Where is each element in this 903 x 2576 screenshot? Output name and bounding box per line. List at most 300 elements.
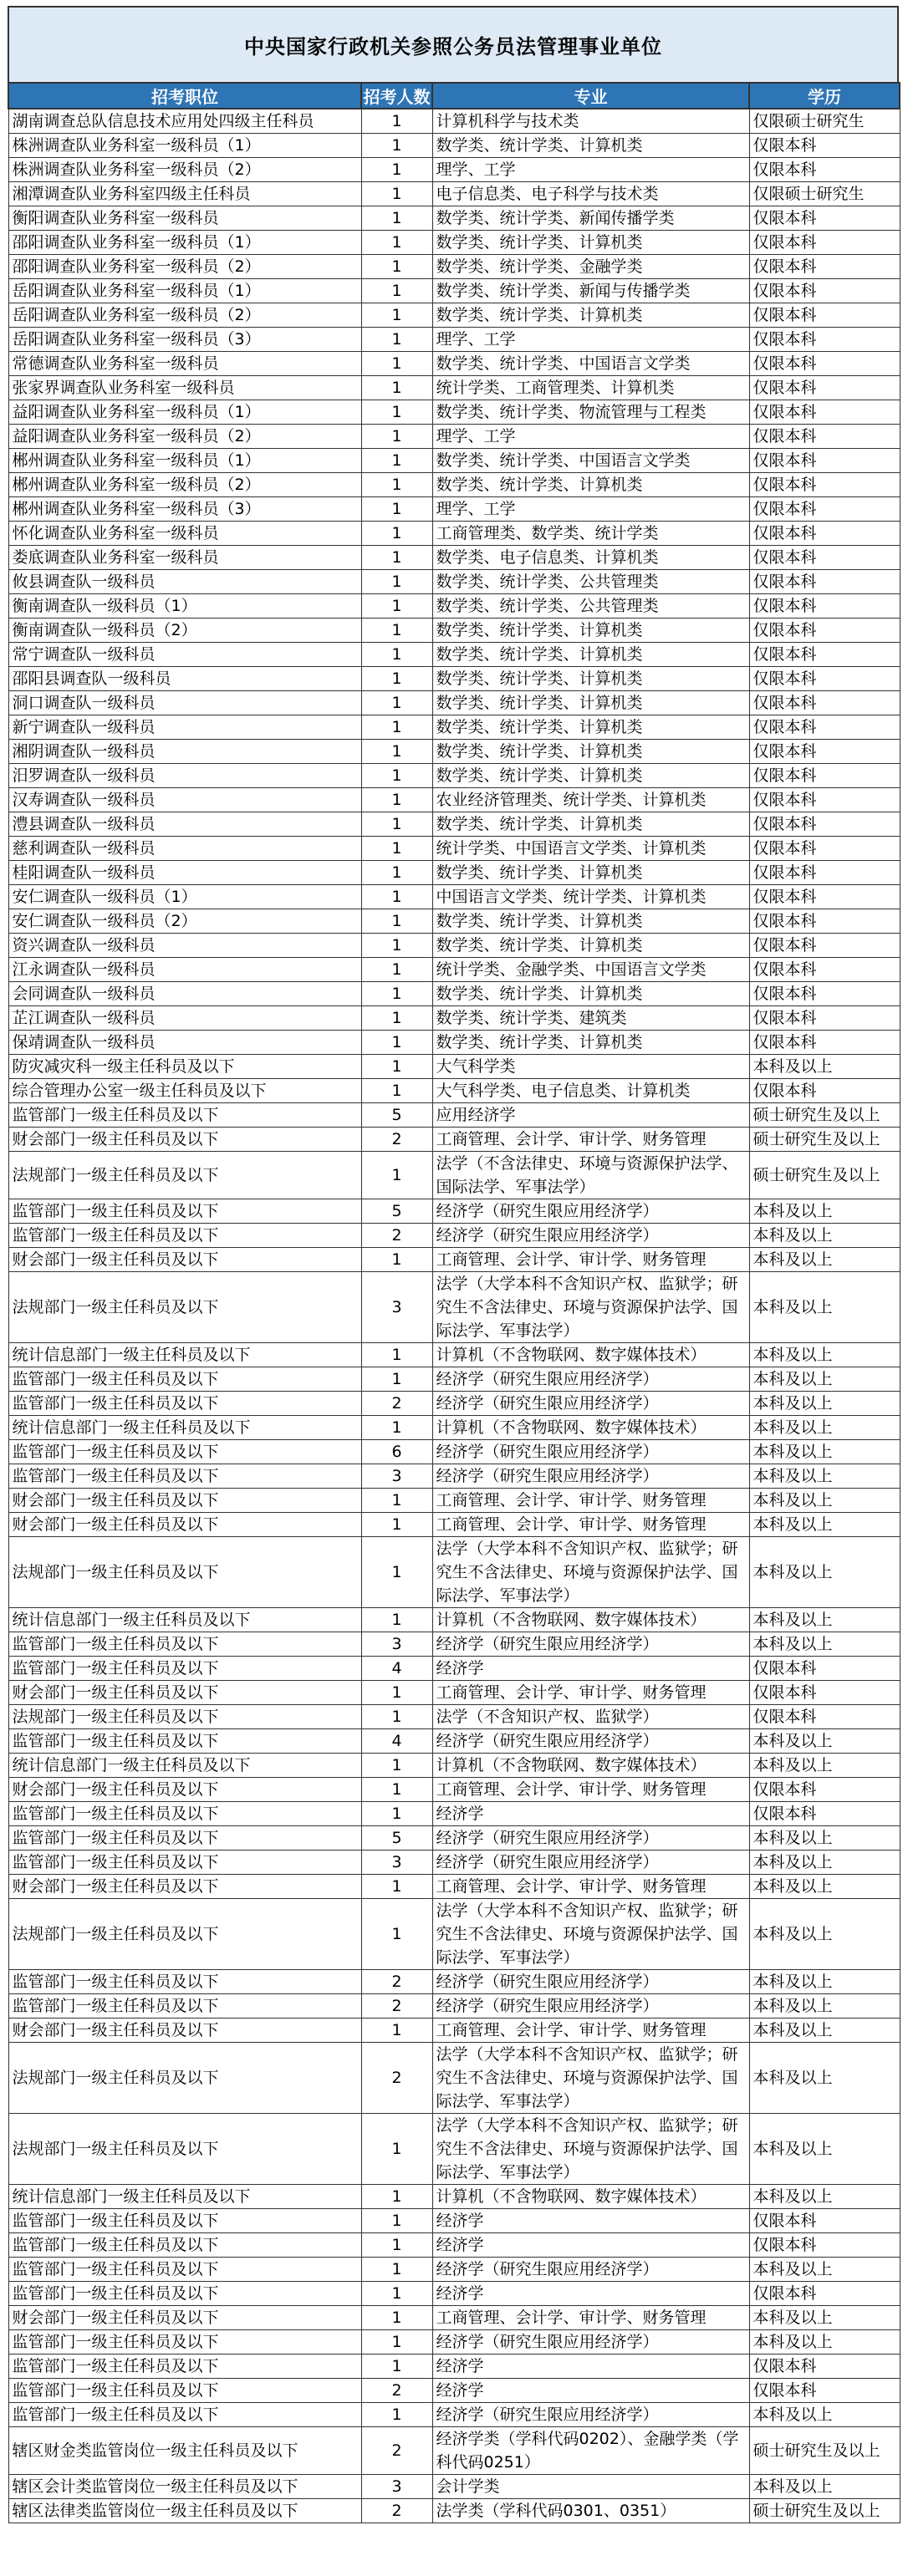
cell-major: 数学类、统计学类、计算机类 — [432, 982, 749, 1006]
header-major: 专业 — [432, 83, 749, 109]
cell-count: 1 — [361, 2306, 432, 2330]
cell-count: 1 — [361, 1778, 432, 1802]
cell-education: 仅限本科 — [749, 934, 900, 958]
table-row — [8, 1055, 900, 1079]
cell-major: 会计学类 — [432, 2475, 749, 2499]
cell-major: 数学类、统计学类、计算机类 — [432, 231, 749, 255]
cell-count: 1 — [361, 1031, 432, 1055]
table-row — [8, 352, 900, 376]
cell-major: 大气科学类 — [432, 1055, 749, 1079]
table-row — [8, 1802, 900, 1826]
cell-major: 工商管理类、数学类、统计学类 — [432, 522, 749, 546]
cell-position: 统计信息部门一级主任科员及以下 — [8, 1416, 361, 1440]
cell-education: 本科及以上 — [749, 1489, 900, 1513]
table-row — [8, 1681, 900, 1705]
cell-position: 财会部门一级主任科员及以下 — [8, 1128, 361, 1152]
cell-position: 郴州调查队业务科室一级科员（1） — [8, 449, 361, 473]
cell-position: 统计信息部门一级主任科员及以下 — [8, 1754, 361, 1778]
cell-major: 理学、工学 — [432, 497, 749, 522]
table-row — [8, 1199, 900, 1224]
table-row — [8, 2355, 900, 2379]
cell-position: 辖区会计类监管岗位一级主任科员及以下 — [8, 2475, 361, 2499]
table-row — [8, 812, 900, 837]
table-row — [8, 231, 900, 255]
cell-position: 保靖调查队一级科员 — [8, 1031, 361, 1055]
table-row — [8, 909, 900, 934]
cell-major: 法学（大学本科不含知识产权、监狱学；研究生不含法律史、环境与资源保护法学、国际法学、军事法学） — [432, 1272, 749, 1343]
table-row — [8, 2379, 900, 2403]
cell-position: 洞口调查队一级科员 — [8, 691, 361, 715]
table-row — [8, 376, 900, 400]
table-row — [8, 2282, 900, 2306]
cell-education: 本科及以上 — [749, 2185, 900, 2209]
table-row — [8, 1079, 900, 1103]
table-row — [8, 206, 900, 231]
cell-education: 本科及以上 — [749, 1729, 900, 1754]
cell-count: 1 — [361, 522, 432, 546]
cell-count: 1 — [361, 788, 432, 812]
cell-education: 硕士研究生及以上 — [749, 1128, 900, 1152]
cell-education: 本科及以上 — [749, 1343, 900, 1367]
cell-count: 1 — [361, 1489, 432, 1513]
cell-count: 2 — [361, 1994, 432, 2019]
cell-major: 统计学类、金融学类、中国语言文学类 — [432, 958, 749, 982]
cell-count: 1 — [361, 2282, 432, 2306]
cell-count: 1 — [361, 400, 432, 425]
table-row — [8, 1031, 900, 1055]
cell-position: 监管部门一级主任科员及以下 — [8, 1994, 361, 2019]
cell-count: 1 — [361, 667, 432, 691]
cell-education: 仅限本科 — [749, 279, 900, 303]
cell-major: 经济学 — [432, 2233, 749, 2258]
cell-major: 工商管理、会计学、审计学、财务管理 — [432, 1778, 749, 1802]
table-row — [8, 546, 900, 570]
cell-major: 数学类、统计学类、计算机类 — [432, 861, 749, 885]
cell-education: 仅限本科 — [749, 400, 900, 425]
cell-position: 监管部门一级主任科员及以下 — [8, 2233, 361, 2258]
table-row — [8, 1489, 900, 1513]
cell-count: 1 — [361, 837, 432, 861]
cell-education: 仅限本科 — [749, 740, 900, 764]
cell-position: 安仁调查队一级科员（2） — [8, 909, 361, 934]
cell-education: 仅限本科 — [749, 449, 900, 473]
cell-education: 仅限本科 — [749, 1681, 900, 1705]
cell-position: 监管部门一级主任科员及以下 — [8, 1970, 361, 1994]
cell-major: 经济学类（学科代码0202）、金融学类（学科代码0251） — [432, 2427, 749, 2475]
cell-position: 监管部门一级主任科员及以下 — [8, 1802, 361, 1826]
cell-position: 澧县调查队一级科员 — [8, 812, 361, 837]
table-header-row — [8, 83, 900, 109]
cell-major: 数学类、统计学类、计算机类 — [432, 740, 749, 764]
table-row — [8, 1392, 900, 1416]
cell-major: 经济学 — [432, 1802, 749, 1826]
cell-count: 2 — [361, 1128, 432, 1152]
table-row — [8, 570, 900, 594]
table-row — [8, 2306, 900, 2330]
table-body — [8, 109, 900, 2523]
cell-major: 统计学类、工商管理类、计算机类 — [432, 376, 749, 400]
cell-position: 常宁调查队一级科员 — [8, 643, 361, 667]
cell-count: 1 — [361, 594, 432, 619]
table-row — [8, 1440, 900, 1464]
cell-major: 理学、工学 — [432, 158, 749, 182]
cell-education: 本科及以上 — [749, 1272, 900, 1343]
cell-position: 财会部门一级主任科员及以下 — [8, 2306, 361, 2330]
cell-count: 3 — [361, 1464, 432, 1489]
cell-major: 经济学 — [432, 2209, 749, 2233]
cell-education: 仅限本科 — [749, 303, 900, 328]
cell-major: 法学（不含法律史、环境与资源保护法学、国际法学、军事法学） — [432, 1152, 749, 1199]
cell-education: 仅限本科 — [749, 861, 900, 885]
cell-count: 1 — [361, 1055, 432, 1079]
cell-major: 数学类、统计学类、新闻传播学类 — [432, 206, 749, 231]
cell-position: 慈利调查队一级科员 — [8, 837, 361, 861]
cell-position: 邵阳调查队业务科室一级科员（2） — [8, 255, 361, 279]
cell-count: 4 — [361, 1657, 432, 1681]
table-row — [8, 134, 900, 158]
cell-count: 1 — [361, 1705, 432, 1729]
cell-education: 仅限本科 — [749, 1705, 900, 1729]
cell-education: 仅限本科 — [749, 570, 900, 594]
cell-education: 仅限本科 — [749, 1657, 900, 1681]
cell-position: 财会部门一级主任科员及以下 — [8, 1875, 361, 1899]
recruitment-table — [8, 82, 900, 2523]
cell-count: 1 — [361, 352, 432, 376]
cell-position: 张家界调查队业务科室一级科员 — [8, 376, 361, 400]
cell-major: 计算机（不含物联网、数字媒体技术） — [432, 2185, 749, 2209]
cell-count: 2 — [361, 2379, 432, 2403]
table-title-banner — [8, 6, 899, 82]
cell-education: 本科及以上 — [749, 1608, 900, 1632]
cell-education: 仅限本科 — [749, 1006, 900, 1031]
cell-position: 岳阳调查队业务科室一级科员（3） — [8, 328, 361, 352]
cell-education: 本科及以上 — [749, 1826, 900, 1851]
table-row — [8, 2499, 900, 2523]
table-row — [8, 594, 900, 619]
cell-position: 监管部门一级主任科员及以下 — [8, 2330, 361, 2355]
cell-education: 本科及以上 — [749, 1994, 900, 2019]
cell-position: 法规部门一级主任科员及以下 — [8, 1899, 361, 1970]
cell-education: 本科及以上 — [749, 2475, 900, 2499]
cell-education: 仅限本科 — [749, 376, 900, 400]
cell-count: 3 — [361, 1851, 432, 1875]
table-row — [8, 473, 900, 497]
table-row — [8, 1006, 900, 1031]
table-row — [8, 158, 900, 182]
cell-count: 1 — [361, 231, 432, 255]
cell-count: 2 — [361, 2499, 432, 2523]
cell-position: 辖区法律类监管岗位一级主任科员及以下 — [8, 2499, 361, 2523]
cell-education: 本科及以上 — [749, 2043, 900, 2114]
cell-education: 本科及以上 — [749, 1899, 900, 1970]
cell-count: 1 — [361, 182, 432, 206]
cell-position: 监管部门一级主任科员及以下 — [8, 1103, 361, 1128]
cell-position: 监管部门一级主任科员及以下 — [8, 2209, 361, 2233]
cell-major: 数学类、统计学类、计算机类 — [432, 909, 749, 934]
cell-major: 理学、工学 — [432, 328, 749, 352]
cell-education: 本科及以上 — [749, 1851, 900, 1875]
cell-count: 1 — [361, 643, 432, 667]
cell-position: 统计信息部门一级主任科员及以下 — [8, 1343, 361, 1367]
table-row — [8, 449, 900, 473]
cell-major: 数学类、统计学类、计算机类 — [432, 134, 749, 158]
cell-education: 仅限本科 — [749, 2209, 900, 2233]
cell-position: 监管部门一级主任科员及以下 — [8, 1392, 361, 1416]
cell-position: 监管部门一级主任科员及以下 — [8, 1729, 361, 1754]
cell-position: 法规部门一级主任科员及以下 — [8, 1152, 361, 1199]
table-row — [8, 2233, 900, 2258]
cell-education: 本科及以上 — [749, 1440, 900, 1464]
table-row — [8, 2185, 900, 2209]
cell-major: 数学类、统计学类、新闻与传播学类 — [432, 279, 749, 303]
table-row — [8, 182, 900, 206]
cell-education: 仅限本科 — [749, 2355, 900, 2379]
cell-major: 工商管理、会计学、审计学、财务管理 — [432, 1128, 749, 1152]
cell-education: 仅限本科 — [749, 206, 900, 231]
cell-major: 中国语言文学类、统计学类、计算机类 — [432, 885, 749, 909]
table-row — [8, 667, 900, 691]
cell-count: 1 — [361, 2185, 432, 2209]
cell-count: 2 — [361, 1970, 432, 1994]
cell-education: 本科及以上 — [749, 1199, 900, 1224]
cell-count: 1 — [361, 473, 432, 497]
table-row — [8, 1152, 900, 1199]
cell-major: 法学（大学本科不含知识产权、监狱学；研究生不含法律史、环境与资源保护法学、国际法学、军事法学） — [432, 2043, 749, 2114]
cell-count: 2 — [361, 2043, 432, 2114]
cell-education: 本科及以上 — [749, 2306, 900, 2330]
cell-count: 1 — [361, 158, 432, 182]
cell-education: 仅限本科 — [749, 2233, 900, 2258]
cell-position: 防灾减灾科一级主任科员及以下 — [8, 1055, 361, 1079]
cell-major: 数学类、统计学类、计算机类 — [432, 667, 749, 691]
cell-education: 仅限本科 — [749, 1079, 900, 1103]
cell-count: 1 — [361, 812, 432, 837]
cell-education: 本科及以上 — [749, 1875, 900, 1899]
cell-education: 仅限本科 — [749, 837, 900, 861]
cell-education: 仅限本科 — [749, 691, 900, 715]
cell-education: 仅限本科 — [749, 522, 900, 546]
cell-position: 衡南调查队一级科员（1） — [8, 594, 361, 619]
cell-education: 仅限本科 — [749, 619, 900, 643]
cell-education: 仅限本科 — [749, 958, 900, 982]
table-row — [8, 2427, 900, 2475]
cell-position: 郴州调查队业务科室一级科员（3） — [8, 497, 361, 522]
cell-count: 1 — [361, 861, 432, 885]
cell-education: 仅限本科 — [749, 158, 900, 182]
cell-major: 工商管理、会计学、审计学、财务管理 — [432, 1248, 749, 1272]
cell-major: 计算机（不含物联网、数字媒体技术） — [432, 1754, 749, 1778]
cell-count: 3 — [361, 1632, 432, 1657]
cell-position: 桂阳调查队一级科员 — [8, 861, 361, 885]
cell-position: 邵阳调查队业务科室一级科员（1） — [8, 231, 361, 255]
table-row — [8, 1128, 900, 1152]
cell-count: 1 — [361, 2355, 432, 2379]
cell-position: 法规部门一级主任科员及以下 — [8, 2043, 361, 2114]
header-count: 招考人数 — [361, 83, 432, 109]
cell-major: 数学类、统计学类、计算机类 — [432, 691, 749, 715]
cell-count: 1 — [361, 691, 432, 715]
recruitment-table-sheet — [8, 6, 899, 2523]
cell-major: 电子信息类、电子科学与技术类 — [432, 182, 749, 206]
cell-education: 本科及以上 — [749, 1632, 900, 1657]
cell-education: 仅限本科 — [749, 643, 900, 667]
cell-education: 仅限本科 — [749, 546, 900, 570]
cell-position: 攸县调查队一级科员 — [8, 570, 361, 594]
cell-position: 辖区财金类监管岗位一级主任科员及以下 — [8, 2427, 361, 2475]
table-row — [8, 1994, 900, 2019]
cell-count: 1 — [361, 1754, 432, 1778]
cell-count: 1 — [361, 2114, 432, 2185]
table-row — [8, 764, 900, 788]
cell-major: 法学（不含知识产权、监狱学） — [432, 1705, 749, 1729]
cell-education: 硕士研究生及以上 — [749, 1103, 900, 1128]
cell-position: 法规部门一级主任科员及以下 — [8, 1537, 361, 1608]
cell-major: 农业经济管理类、统计学类、计算机类 — [432, 788, 749, 812]
cell-position: 常德调查队业务科室一级科员 — [8, 352, 361, 376]
cell-major: 计算机（不含物联网、数字媒体技术） — [432, 1343, 749, 1367]
table-row — [8, 643, 900, 667]
cell-count: 1 — [361, 1608, 432, 1632]
table-row — [8, 425, 900, 449]
cell-position: 湘潭调查队业务科室四级主任科员 — [8, 182, 361, 206]
cell-major: 法学（大学本科不含知识产权、监狱学；研究生不含法律史、环境与资源保护法学、国际法学、军事法学） — [432, 1899, 749, 1970]
cell-major: 工商管理、会计学、审计学、财务管理 — [432, 1513, 749, 1537]
cell-major: 工商管理、会计学、审计学、财务管理 — [432, 1681, 749, 1705]
table-row — [8, 837, 900, 861]
table-row — [8, 1899, 900, 1970]
table-row — [8, 1103, 900, 1128]
cell-education: 仅限本科 — [749, 909, 900, 934]
cell-major: 数学类、统计学类、建筑类 — [432, 1006, 749, 1031]
cell-count: 1 — [361, 1513, 432, 1537]
cell-count: 1 — [361, 1416, 432, 1440]
table-title: 中央国家行政机关参照公务员法管理事业单位 — [244, 35, 662, 59]
cell-count: 1 — [361, 619, 432, 643]
cell-count: 1 — [361, 909, 432, 934]
cell-education: 仅限本科 — [749, 667, 900, 691]
table-row — [8, 619, 900, 643]
cell-major: 经济学（研究生限应用经济学） — [432, 1224, 749, 1248]
cell-count: 2 — [361, 1224, 432, 1248]
cell-major: 数学类、统计学类、公共管理类 — [432, 594, 749, 619]
cell-count: 1 — [361, 449, 432, 473]
cell-position: 益阳调查队业务科室一级科员（1） — [8, 400, 361, 425]
cell-major: 经济学（研究生限应用经济学） — [432, 1632, 749, 1657]
cell-education: 仅限本科 — [749, 2379, 900, 2403]
cell-education: 仅限本科 — [749, 497, 900, 522]
cell-count: 1 — [361, 1681, 432, 1705]
cell-count: 1 — [361, 2258, 432, 2282]
cell-count: 1 — [361, 1875, 432, 1899]
cell-education: 仅限硕士研究生 — [749, 182, 900, 206]
cell-major: 经济学（研究生限应用经济学） — [432, 1464, 749, 1489]
cell-education: 本科及以上 — [749, 1367, 900, 1392]
cell-major: 数学类、统计学类、计算机类 — [432, 812, 749, 837]
cell-major: 数学类、统计学类、物流管理与工程类 — [432, 400, 749, 425]
table-row — [8, 497, 900, 522]
cell-position: 财会部门一级主任科员及以下 — [8, 1513, 361, 1537]
cell-major: 法学类（学科代码0301、0351） — [432, 2499, 749, 2523]
cell-major: 数学类、统计学类、中国语言文学类 — [432, 449, 749, 473]
cell-major: 数学类、统计学类、计算机类 — [432, 473, 749, 497]
cell-education: 仅限本科 — [749, 764, 900, 788]
cell-position: 法规部门一级主任科员及以下 — [8, 1705, 361, 1729]
cell-major: 计算机（不含物联网、数字媒体技术） — [432, 1608, 749, 1632]
cell-position: 汨罗调查队一级科员 — [8, 764, 361, 788]
table-row — [8, 328, 900, 352]
cell-major: 经济学（研究生限应用经济学） — [432, 1729, 749, 1754]
cell-count: 1 — [361, 740, 432, 764]
cell-position: 财会部门一级主任科员及以下 — [8, 1489, 361, 1513]
table-row — [8, 1754, 900, 1778]
cell-education: 仅限本科 — [749, 231, 900, 255]
cell-count: 1 — [361, 885, 432, 909]
cell-position: 监管部门一级主任科员及以下 — [8, 1657, 361, 1681]
cell-position: 监管部门一级主任科员及以下 — [8, 1851, 361, 1875]
table-row — [8, 1367, 900, 1392]
cell-position: 安仁调查队一级科员（1） — [8, 885, 361, 909]
cell-major: 经济学（研究生限应用经济学） — [432, 2258, 749, 2282]
table-row — [8, 1416, 900, 1440]
cell-count: 1 — [361, 982, 432, 1006]
cell-education: 本科及以上 — [749, 2114, 900, 2185]
cell-count: 1 — [361, 1079, 432, 1103]
cell-education: 仅限本科 — [749, 812, 900, 837]
cell-major: 数学类、统计学类、计算机类 — [432, 764, 749, 788]
cell-position: 监管部门一级主任科员及以下 — [8, 2282, 361, 2306]
cell-education: 本科及以上 — [749, 2330, 900, 2355]
cell-position: 监管部门一级主任科员及以下 — [8, 1440, 361, 1464]
cell-major: 统计学类、中国语言文学类、计算机类 — [432, 837, 749, 861]
cell-count: 1 — [361, 497, 432, 522]
cell-count: 1 — [361, 2019, 432, 2043]
cell-major: 经济学 — [432, 2282, 749, 2306]
cell-count: 1 — [361, 570, 432, 594]
cell-education: 仅限本科 — [749, 1778, 900, 1802]
table-row — [8, 982, 900, 1006]
table-row — [8, 2019, 900, 2043]
cell-major: 工商管理、会计学、审计学、财务管理 — [432, 1875, 749, 1899]
table-row — [8, 1851, 900, 1875]
cell-education: 本科及以上 — [749, 1537, 900, 1608]
cell-count: 1 — [361, 1802, 432, 1826]
cell-position: 汉寿调查队一级科员 — [8, 788, 361, 812]
cell-position: 益阳调查队业务科室一级科员（2） — [8, 425, 361, 449]
table-row — [8, 1248, 900, 1272]
table-row — [8, 1513, 900, 1537]
cell-count: 1 — [361, 206, 432, 231]
cell-position: 衡阳调查队业务科室一级科员 — [8, 206, 361, 231]
cell-major: 法学（大学本科不含知识产权、监狱学；研究生不含法律史、环境与资源保护法学、国际法学、军事法学） — [432, 1537, 749, 1608]
cell-position: 财会部门一级主任科员及以下 — [8, 2019, 361, 2043]
cell-major: 法学（大学本科不含知识产权、监狱学；研究生不含法律史、环境与资源保护法学、国际法学、军事法学） — [432, 2114, 749, 2185]
cell-position: 怀化调查队业务科室一级科员 — [8, 522, 361, 546]
cell-major: 经济学（研究生限应用经济学） — [432, 1994, 749, 2019]
table-row — [8, 861, 900, 885]
table-row — [8, 1729, 900, 1754]
cell-education: 仅限本科 — [749, 788, 900, 812]
cell-position: 监管部门一级主任科员及以下 — [8, 2403, 361, 2427]
cell-count: 1 — [361, 376, 432, 400]
cell-count: 1 — [361, 1367, 432, 1392]
cell-major: 经济学（研究生限应用经济学） — [432, 1440, 749, 1464]
cell-position: 监管部门一级主任科员及以下 — [8, 2379, 361, 2403]
cell-position: 监管部门一级主任科员及以下 — [8, 2355, 361, 2379]
table-row — [8, 1608, 900, 1632]
cell-position: 湖南调查总队信息技术应用处四级主任科员 — [8, 109, 361, 134]
cell-education: 仅限本科 — [749, 1802, 900, 1826]
cell-major: 数学类、统计学类、计算机类 — [432, 1031, 749, 1055]
